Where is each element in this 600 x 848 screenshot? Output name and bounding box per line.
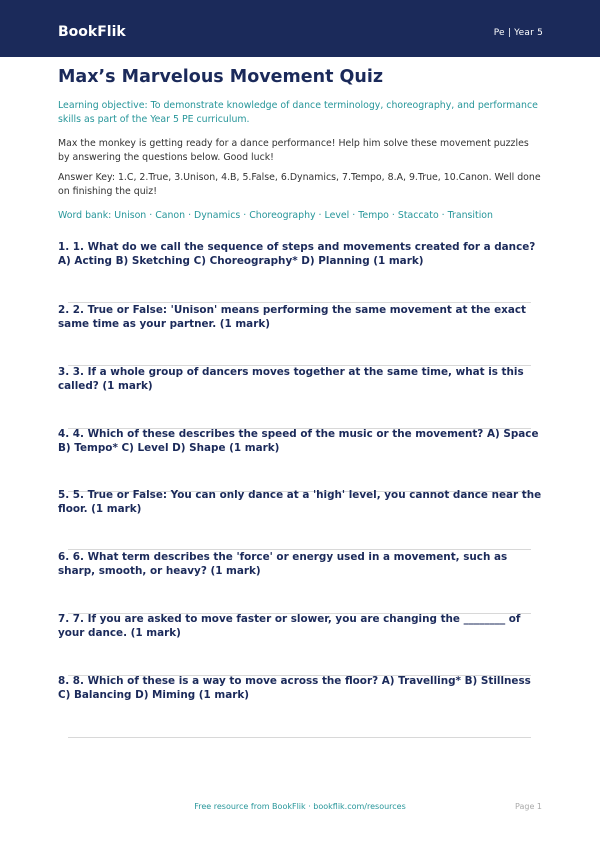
subject-year-label: Pe | Year 5 <box>493 28 543 38</box>
intro-text: Max the monkey is getting ready for a dance performance! Help him solve these movement puzzles by answering the questions below. Good luck! <box>58 138 529 163</box>
answer-key: Answer Key: 1.C, 2.True, 3.Unison, 4.B, 5.False, 6.Dynamics, 7.Tempo, 8.A, 9.True, 10.Canon. Well done on finishing the quiz! <box>58 172 541 197</box>
learning-objective: Learning objective: To demonstrate knowledge of dance terminology, choreography, and performance skills as part of the Year 5 PE curriculum. <box>58 100 538 125</box>
word-bank: Word bank: Unison · Canon · Dynamics · Choreography · Level · Tempo · Staccato · Transition <box>58 210 493 221</box>
question-1: 1. 1. What do we call the sequence of steps and movements created for a dance? A) Acting B) Sketching C) Choreography* D) Planning (1 mark) <box>58 241 536 267</box>
header-bar <box>0 0 600 57</box>
question-5: 5. 5. True or False: You can only dance at a 'high' level, you cannot dance near the floor. (1 mark) <box>58 489 542 515</box>
question-2: 2. 2. True or False: 'Unison' means performing the same movement at the exact same time as your partner. (1 mark) <box>58 304 526 330</box>
question-8: 8. 8. Which of these is a way to move across the floor? A) Travelling* B) Stillness C) Balancing D) Miming (1 mark) <box>58 675 531 701</box>
question-4: 4. 4. Which of these describes the speed of the music or the movement? A) Space B) Tempo* C) Level D) Shape (1 mark) <box>58 428 539 454</box>
answer-line <box>68 737 531 738</box>
page-title: Max’s Marvelous Movement Quiz <box>58 67 384 87</box>
brand-logo[interactable]: BookFlik <box>58 24 126 40</box>
question-3: 3. 3. If a whole group of dancers moves together at the same time, what is this called? (1 mark) <box>58 366 524 392</box>
question-7: 7. 7. If you are asked to move faster or slower, you are changing the ________ of your dance. (1 mark) <box>58 613 521 639</box>
footer-resource-link[interactable]: Free resource from BookFlik · bookflik.com/resources <box>194 802 406 811</box>
question-6: 6. 6. What term describes the 'force' or energy used in a movement, such as sharp, smooth, or heavy? (1 mark) <box>58 551 508 577</box>
page-number: Page 1 <box>515 802 542 811</box>
